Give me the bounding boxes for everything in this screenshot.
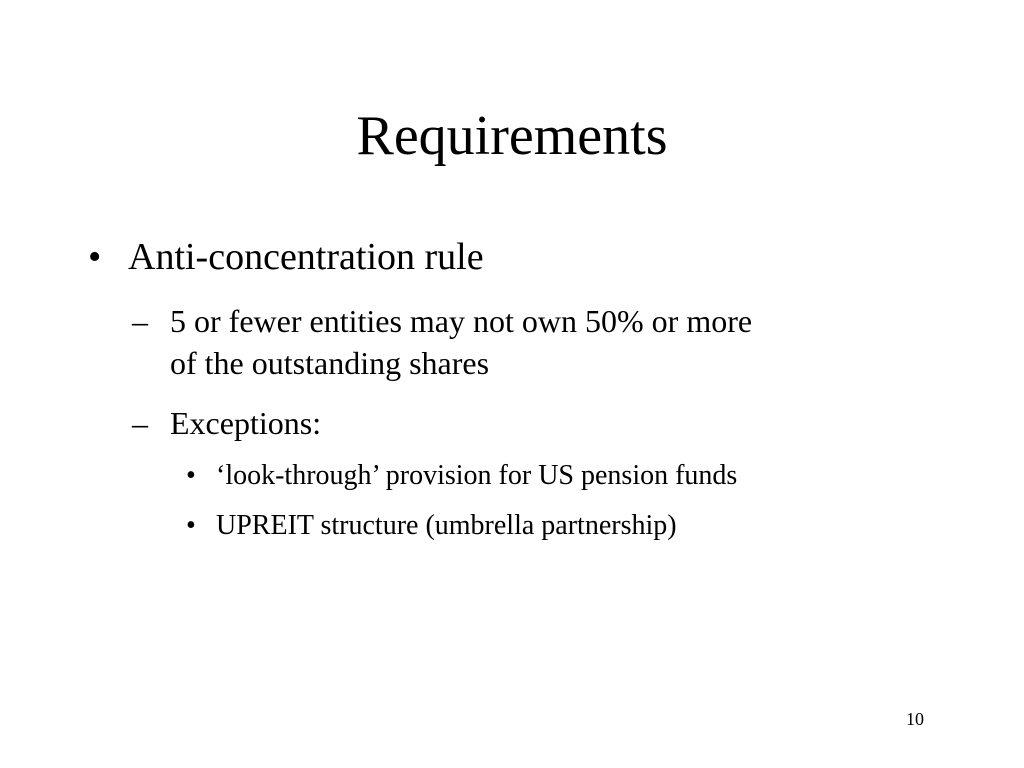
bullet-marker: • [186, 510, 196, 541]
dash-marker: – [132, 405, 148, 441]
bullet-marker: • [88, 236, 102, 278]
slide-title: Requirements [356, 105, 668, 167]
bullet-text [170, 300, 752, 384]
dash-marker: – [132, 303, 148, 339]
bullet-text-line: of the outstanding shares [170, 345, 490, 381]
bullet-marker: • [186, 460, 196, 491]
bullet-text: UPREIT structure (umbrella partnership) [216, 510, 677, 541]
bullet-text: Anti-concentration rule [128, 236, 484, 278]
bullet-text: ‘look-through’ provision for US pension funds [216, 460, 738, 491]
bullet-text: Exceptions: [170, 405, 322, 441]
page-number: 10 [906, 709, 924, 729]
bullet-text-line: 5 or fewer entities may not own 50% or more [170, 303, 753, 339]
